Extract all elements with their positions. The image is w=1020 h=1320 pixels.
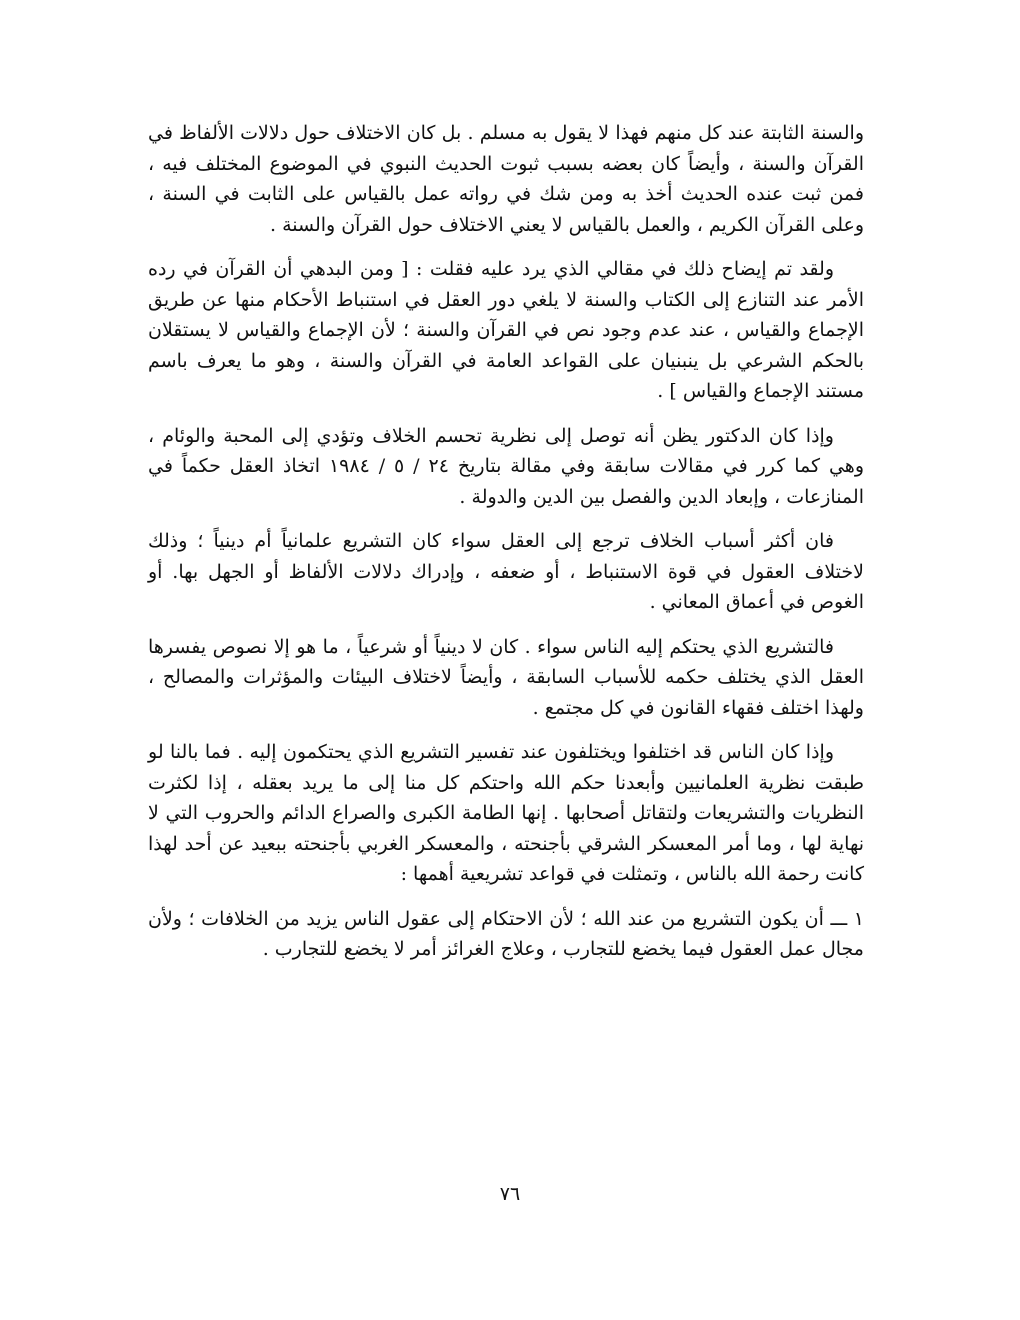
page-number: ٧٦ xyxy=(499,1183,521,1205)
paragraph-2: ولقد تم إيضاح ذلك في مقالي الذي يرد عليه فقلت : [ ومن البدهي أن القرآن في رده الأمر عند التنازع إلى الكتاب والسنة لا يلغي دور العقل في استنباط الأحكام منها عن طريق الإجماع والقياس ، عند عدم وجود نص في القرآن والسنة ؛ لأن الإجماع والقياس لا يستقلان بالحكم الشرعي بل ينبنيان على القواعد العامة في القرآن والسنة ، وهو ما يعرف باسم مستند الإجماع والقياس ] . xyxy=(148,258,864,402)
paragraph-6: وإذا كان الناس قد اختلفوا ويختلفون عند تفسير التشريع الذي يحتكمون إليه . فما بالنا لو طبقت نظرية العلمانيين وأبعدنا حكم الله واحتكم كل منا إلى ما يريد بعقله ، إذا لكثرت النظريات والتشريعات ولتقاتل أصحابها . إنها الطامة الكبرى والصراع الدائم والحروب التي لا نهاية لها ، وما أمر المعسكر الشرقي بأجنحته ، والمعسكر الغربي بأجنحته ببعيد عن أحد لهذا كانت رحمة الله بالناس ، وتمثلت في قواعد تشريعية أهمها : xyxy=(148,741,864,885)
paragraph-5: فالتشريع الذي يحتكم إليه الناس سواء . كان لا دينياً أو شرعياً ، ما هو إلا نصوص يفسرها العقل الذي يختلف حكمه للأسباب السابقة ، وأيضاً لاختلاف البيئات والمؤثرات والمصالح ، ولهذا اختلف فقهاء القانون في كل مجتمع . xyxy=(148,635,864,719)
paragraph-3: وإذا كان الدكتور يظن أنه توصل إلى نظرية تحسم الخلاف وتؤدي إلى المحبة والوئام ، وهي كما كرر في مقالات سابقة وفي مقالة بتاريخ ٢٤ / ٥ / ١٩٨٤ اتخاذ العقل حكماً في المنازعات ، وإبعاد الدين والفصل بين الدين والدولة . xyxy=(148,424,864,508)
paragraph-1: والسنة الثابتة عند كل منهم فهذا لا يقول به مسلم . بل كان الاختلاف حول دلالات الألفاظ في القرآن والسنة ، وأيضاً كان بعضه بسبب ثبوت الحديث النبوي في الموضوع المختلف فيه ، فمن ثبت عنده الحديث أخذ به ومن شك في رواته عمل بالقياس على الثابت في السنة ، وعلى القرآن الكريم ، والعمل بالقياس لا يعني الاختلاف حول القرآن والسنة . xyxy=(148,122,864,236)
body-text xyxy=(148,118,864,979)
paragraph-7: ١ ـــ أن يكون التشريع من عند الله ؛ لأن الاحتكام إلى عقول الناس يزيد من الخلافات ؛ ولأن مجال عمل العقول فيما يخضع للتجارب ، وعلاج الغرائز أمر لا يخضع للتجارب . xyxy=(148,907,864,960)
paragraph-4: فان أكثر أسباب الخلاف ترجع إلى العقل سواء كان التشريع علمانياً أم دينياً ؛ وذلك لاختلاف العقول في قوة الاستنباط ، أو ضعفه ، وإدراك دلالات الألفاظ أو الجهل بها. أو الغوص في أعماق المعاني . xyxy=(148,530,864,613)
